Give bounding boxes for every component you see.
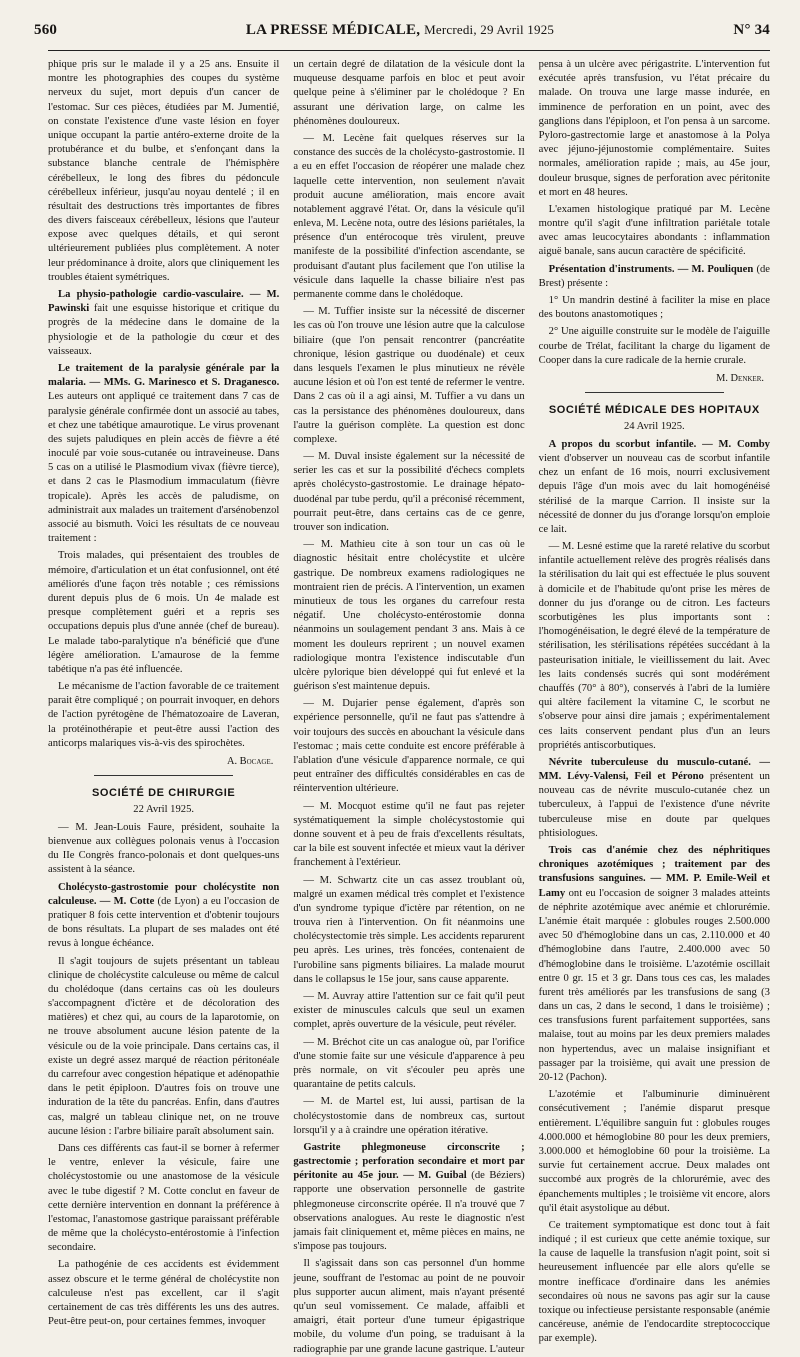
section-divider <box>585 392 724 393</box>
paragraph-text: (de Béziers) rapporte une observation personnelle de gastrite phlegmoneuse circonscrite opérée. Il n'a trouvé que 7 observations analogues. Au reste le diagnostic n'est jamais fait cliniquement et, même pièces en mains, ne s'impose pas toujours. <box>293 1170 525 1253</box>
section-title: SOCIÉTÉ MÉDICALE DES HOPITAUX <box>548 403 760 416</box>
paragraph: — M. Mathieu cite à son tour un cas où le diagnostic hésitait entre cholécystite et ulcère gastrique. De nombreux examens radiologiques ne montraient rien de précis. A l'intervention, un examen minutieux de tous les organes du carrefour resta négatif. Une cholécysto-entérostomie donna néanmoins un soulagement pendant 3 ans. Mais à ce moment les douleurs reprirent ; un nouvel examen radiologique montra l'existence indiscutable d'un ulcère pylorique bien développé qui fut enlevé et la guérison s'est maintenue depuis. <box>293 539 525 693</box>
paragraph: — M. Jean-Louis Faure, président, souhaite la bienvenue aux collègues polonais venus à l'occasion du IIe Congrès franco-polonais et dont quelques-uns assistent à la séance. <box>48 821 280 876</box>
paragraph: Trois malades, qui présentaient des troubles de mémoire, d'articulation et un état confusionnel, ont été améliorés d'une façon très notable ; ces rémissions durent depuis plus de 6 mois. Un 4e malade est presque complètement guéri et a repris ses occupations depuis plus d'une année (chef de bureau). Le malade tabo-paralytique n'a bénéficié que d'une légère amélioration. L'amaurose de la femme tabétique n'a pas été influencée. <box>48 550 280 675</box>
paragraph <box>539 263 770 291</box>
paragraph-title: A propos du scorbut infantile. — M. Comby <box>548 438 770 450</box>
paragraph-title: Cholécysto-gastrostomie pour cholécystite non calculeuse. — M. Cotte <box>48 881 280 907</box>
section-date: 22 Avril 1925. <box>133 803 195 815</box>
section-divider <box>94 775 233 776</box>
paragraph-title: Trois cas d'anémie chez des néphritiques chroniques azotémiques ; traitement par des transfusions sanguines. — MM. P. Emile-Weil et Lamy <box>538 845 770 899</box>
paragraph-text: (de Lyon) a eu l'occasion de pratiquer 8 fois cette intervention et d'obtenir toujours de bons résultats. La plupart de ses malades ont été revus à longue échéance. <box>48 895 280 950</box>
paragraph: — M. Dujarier pense également, d'après son expérience personnelle, qu'il ne faut pas s'attendre à voir toujours des succès en abouchant la vésicule dans l'estomac ; mais cette conduite est encore préférable à l'ablation d'une vésicule d'apparence normale, ce qui peut entraîner des difficultés considérables en cas de réintervention ultérieure. <box>293 698 525 795</box>
paragraph: La pathogénie de ces accidents est évidemment assez obscure et le terme général de cholécystite non calculeuse n'est pas excellent, car il s'agit certainement de cas très différents les uns des autres. Peut-être peut-on, pour certaines femmes, invoquer <box>48 1259 280 1328</box>
author-signature: A. Bocage. <box>226 756 274 767</box>
paragraph-text: ont eu l'occasion de soigner 3 malades atteints de néphrite azotémique avec anémie et chlorurémie. L'anémie était marquée : globules rouges 2.500.000 avec 50 d'hémoglobine dans un cas, 2.110.000 et 40 d'hémoglobine dans l'autre, 2.400.000 avec 50 d'hémoglobine dans le troisième. L'azotémie oscillait entre 0 gr. 15 et 3 gr. Dans tous ces cas, les malades furent très améliorés par les transfusions de sang (3 dans un cas, 2 dans le second, 1 dans le troisième) ; ces transfusions furent parfaitement supportées, sans malaise, tout au moins par les deux premiers malades non hypertendus, avec un malaise insignifiant et passager par la troisième, qui avait une pression de 20-12 (Pachon). <box>538 887 770 1084</box>
paragraph-title: Gastrite phlegmoneuse circonscrite ; gastrectomie ; perforation secondaire et mort par péritonite au 45e jour. — M. Guibal <box>293 1141 525 1182</box>
page-header <box>16 22 784 44</box>
paragraph-title: Présentation d'instruments. — M. Pouliquen <box>548 263 754 275</box>
section-title: SOCIÉTÉ DE CHIRURGIE <box>91 786 236 799</box>
paragraph: — M. Auvray attire l'attention sur ce fait qu'il peut exister de minuscules calculs que seul un examen complet, après ouverture de la vésicule, peut révéler. <box>293 991 525 1031</box>
paragraph-title: La physio-pathologie cardio-vasculaire. — M. Pawinski <box>48 289 280 315</box>
paragraph-text: Les auteurs ont appliqué ce traitement dans 7 cas de paralysie générale confirmée dont un associé au tabes, et chez une tabétique amaurotique. Le virus provenant des sujets paludiques en plein accès de fièvre a été inoculé par voie sous-cutanée ou intraveineuse. Dans 5 cas on a utilisé le Plasmodium vivax (fièvre tierce), et dans 2 cas le Plasmodium immaculatum (fièvre tropicale). Après les accès de paludisme, on administrait aux malades un traitement d'arsénobenzol associé au bismuth. Voici les résultats de ce nouveau traitement : <box>48 391 280 545</box>
issue-date: Mercredi, 29 Avril 1925 <box>424 22 555 37</box>
paragraph-text: vient d'observer un nouveau cas de scorbut infantile chez un enfant de 16 mois, nourri exclusivement depuis l'âge d'un mois avec du lait homogénéisé stérilisé de la marque Carrion. Il insiste sur la nécessité de donner du jus d'orange lorsqu'on emploie ce lait. <box>538 452 770 535</box>
paragraph: — M. Duval insiste également sur la nécessité de serier les cas et sur la possibilité d'échecs complets après cholécysto-gastrostomie. Le drainage hépato-duodénal par tube perdu, qu'il a préconisé récemment, pourrait peut-être, dans certains cas de ce genre, trouver son indication. <box>293 451 525 533</box>
paragraph <box>48 362 279 546</box>
paragraph: Il s'agit toujours de sujets présentant un tableau clinique de cholécystite calculeuse ou même de calcul du cholédoque (dans certains cas où les douleurs s'accompagnent d'ictère et de décoloration des matières) et chez qui, au cours de la laparotomie, on ne trouve absolument aucune lésion patente de la vésicule ou de la voie principale. Dans certains cas, il existe un degré assez marqué de réaction péritonéale du carrefour avec congestion hépatique et adénopathie dans le petit épiploon. D'autres fois on trouve une induration de la tête du pancréas. Enfin, dans d'autres cas, malgré un tableau clinique net, on ne trouve aucune lésion : l'arbre biliaire paraît absolument sain. <box>48 955 280 1137</box>
paragraph <box>48 288 279 359</box>
paragraph-text: fait une esquisse historique et critique du progrès de la médecine dans le domaine de la physiologie et de la pathologie du cœur et des vaisseaux. <box>48 303 280 357</box>
paragraph <box>539 756 770 841</box>
article-columns <box>48 58 770 1355</box>
author-signature: M. Denker. <box>716 372 764 384</box>
paragraph <box>293 1141 524 1255</box>
paragraph: — M. Lecène fait quelques réserves sur la constance des succès de la cholécysto-gastrostomie. Il a eu en effet l'occasion de réopérer une malade chez laquelle cette intervention, non seulement n'avait produit aucune amélioration, mais encore avait notablement aggravé l'état. Or, dans la vésicule qu'il enleva, M. Lecène nota, outre des lésions pariétales, la présence d'un entérocoque très virulent, preuve manifeste de la possibilité d'infection ascendante, se produisant d'autant plus facilement que l'on utilise la vésicule dans laquelle la chasse biliaire n'est pas permanente comme dans le cholédoque. <box>293 132 525 300</box>
masthead <box>16 22 784 39</box>
column-3 <box>538 58 770 1345</box>
paragraph <box>539 844 770 1085</box>
paragraph <box>539 438 770 537</box>
paragraph: Dans ces différents cas faut-il se borner à refermer le ventre, enlever la vésicule, faire une cholécystostomie ou une anastomose de la vésicule avec le tube digestif ? M. Cotte conclut en faveur de cette dernière intervention en donnant la préférence à l'estomac, l'anastomose gastrique paraissant préférable de même que la cholécysto-entérostomie à l'infection secondaire. <box>48 1142 280 1254</box>
paragraph: L'azotémie et l'albuminurie diminuèrent consécutivement ; l'anémie disparut presque entièrement. L'équilibre sanguin fut : globules rouges 4.000.000 et hémoglobine 80 pour les deux premiers, 3.000.000 et hémoglobine 60 pour la troisième. La survie fut certainement accrue. Deux malades ont succombé aux progrès de la chlorurémie, avec des épanchements multiples ; le troisième vit encore, alors qu'il était asystolique au début. <box>538 1089 770 1214</box>
paragraph: Le mécanisme de l'action favorable de ce traitement parait être compliqué ; on pourrait invoquer, en dehors de l'action pyrétogène de l'hématozoaire de Laveran, la protéinothérapie et peut-être aussi l'action des anticorps malariques vis-à-vis des spirochètes. <box>48 681 280 749</box>
journal-title: LA PRESSE MÉDICALE, <box>245 22 421 38</box>
column-1 <box>48 58 280 1328</box>
paragraph: un certain degré de dilatation de la vésicule dont la muqueuse desquame parfois en bloc et peut avoir quelque peine à s'éliminer par le cholédoque ? En assurant une dérivation large, on calme les phénomènes douloureux. <box>293 59 525 127</box>
paragraph: phique pris sur le malade il y a 25 ans. Ensuite il montre les photographies des coupes du système nerveux du sujet, mort depuis d'un cancer de l'estomac. Sur ces pièces, étudiées par M. Jumentié, on constate l'existence d'une vaste lésion en foyer unique occupant la partie antéro-externe droite de la protubérance et du bulbe, et s'enfonçant dans la substance blanche centrale de l'hémisphère cérébelleux, le long des fibres du pédoncule cérébelleux inférieur, jusqu'au noyau dentelé ; il en résultait des destructions très importantes de fibres des divers faisceaux cérébelleux, lésions que l'auteur expose avec quelques détails, et qui seront ultérieurement publiées plus complètement. A noter leur prédominance à droite, alors que cliniquement les troubles étaient symétriques. <box>48 59 280 283</box>
column-2 <box>293 58 525 1355</box>
section-date: 24 Avril 1925. <box>623 420 685 432</box>
paragraph: — M. Schwartz cite un cas assez troublant où, malgré un examen médical très complet et l'existence d'un syndrome typique d'ictère par rétention, on ne trouva rien à l'intervention. On fit néanmoins une cholécystectomie très simple. Les accidents reparurent peu après. Les urines, très foncées, contenaient de l'urobiline sans pigments biliaires. La malade mourut dans le collapsus le 15e jour, sans cause apparente. <box>293 874 525 985</box>
page-number: 560 <box>34 22 58 38</box>
paragraph: Il s'agissait dans son cas personnel d'un homme jeune, souffrant de l'estomac au point de ne pouvoir plus supporter aucun aliment, mais n'ayant présenté qu'un seul vomissement. Ce malade, affaibli et amaigri, était porteur d'une tumeur épigastrique mobile, du volume d'un poing, se traduisant à la radiographie par une grande lacune gastrique. L'auteur <box>293 1258 525 1355</box>
paragraph: — M. Bréchot cite un cas analogue où, par l'orifice d'une stomie faite sur une vésicule d'apparence à peu près normale, on vit s'écouler peu après une quarantaine de petits calculs. <box>293 1036 525 1091</box>
paragraph: — M. Tuffier insiste sur la nécessité de discerner les cas où l'on trouve une lésion autre que la calculose biliaire (que l'on pensait rencontrer (pancréatite chronique, lésion gastrique ou duodénale) et ceux dans lesquels l'examen le plus minutieux ne révèle aucune lésion et où l'on est tenté de refermer le ventre. Dans 2 cas où il a agi ainsi, M. Tuffier a vu dans un cas la persistance des phénomènes douloureux, dans l'autre la guérison complète. La question est donc complexe. <box>293 306 525 445</box>
paragraph: — M. Mocquot estime qu'il ne faut pas rejeter systématiquement la simple cholécystostomie qui donne souvent et à peu de frais d'excellents résultats, car la bile est souvent infectée et mieux vaut la dériver franchement à l'extérieur. <box>293 800 525 869</box>
paragraph-text: (de Brest) présente : <box>538 263 770 289</box>
paragraph <box>48 881 279 952</box>
paragraph: — M. Lesné estime que la rareté relative du scorbut infantile actuellement relève des progrès réalisés dans la stérilisation du lait qui est effectuée le plus souvent à domicile et de l'habitude qu'ont prise les mères de donner du jus d'orange ou de citron. Les facteurs scorbutigènes les plus importants sont : l'homogénéisation, le degré élevé de la température de stérilisation, les stérilisations répétées succédant à la pasteurisation initiale, le vieillissement du lait. Avec les laits condensés sucrés qui sont modérément chauffés (70° à 80°), conservés à l'abri de la lumière qui altère facilement la vitamine C, le scorbut ne s'observe pour ainsi dire jamais ; expérimentalement ces laits conservent pendant plus d'un an leurs propriétés antiscorbutiques. <box>538 541 770 751</box>
paragraph: 2° Une aiguille construite sur le modèle de l'aiguille courbe de Trélat, facilitant la charge du ligament de Cooper dans la cure radicale de la hernie crurale. <box>538 326 770 366</box>
paragraph-text: présentent un nouveau cas de névrite musculo-cutanée chez un tuberculeux, à l'appui de l'existence d'une névrite tuberculeuse mise en doute par quelques phtisiologues. <box>538 771 770 839</box>
paragraph: 1° Un mandrin destiné à faciliter la mise en place des boutons anastomotiques ; <box>538 295 770 321</box>
paragraph: pensa à un ulcère avec périgastrite. L'intervention fut exécutée après transfusion, vu l'état précaire du malade. On trouva une large masse indurée, en imminence de perforation en un point, avec des ganglions dans l'épiploon, et l'on pensa à un sarcome. Pyloro-gastrectomie large et anastomose à la Polya avec jéjuno-jéjunostomie complémentaire. Suites normales, amélioration rapide ; mais, au 45e jour, douleur brusque, signes de perforation avec péritonite et mort en 48 heures. <box>538 59 770 198</box>
paragraph-title: Le traitement de la paralysie générale par la malaria. — MMs. G. Marinesco et S. Draganesco. <box>48 362 280 389</box>
paragraph: — M. de Martel est, lui aussi, partisan de la cholécystostomie dans de nombreux cas, surtout lorsqu'il y a à craindre une opération itérative. <box>293 1096 525 1136</box>
issue-number: N° 34 <box>733 22 770 38</box>
paragraph-title: Névrite tuberculeuse du musculo-cutané. — MM. Lévy-Valensi, Feil et Pérono <box>538 756 770 783</box>
header-rule <box>48 50 770 51</box>
paragraph: Ce traitement symptomatique est donc tout à fait indiqué ; il est curieux que cette anémie toxique, sur la cause de laquelle la transfusion n'agit point, soit si heureusement influencée par elle alors qu'elle se montre inefficace d'ordinaire dans les anémies secondaires où nous ne savons pas agir sur la cause toxique ou infectieuse persistante responsable (anémie cancéreuse, anémie de l'endocardite streptococcique par exemple). <box>538 1219 770 1345</box>
paragraph: L'examen histologique pratiqué par M. Lecène montre qu'il s'agit d'une infiltration pariétale totale avec amas leucocytaires abondants : inflammation aiguë banale, sans aucun caractère de spécificité. <box>538 203 770 258</box>
